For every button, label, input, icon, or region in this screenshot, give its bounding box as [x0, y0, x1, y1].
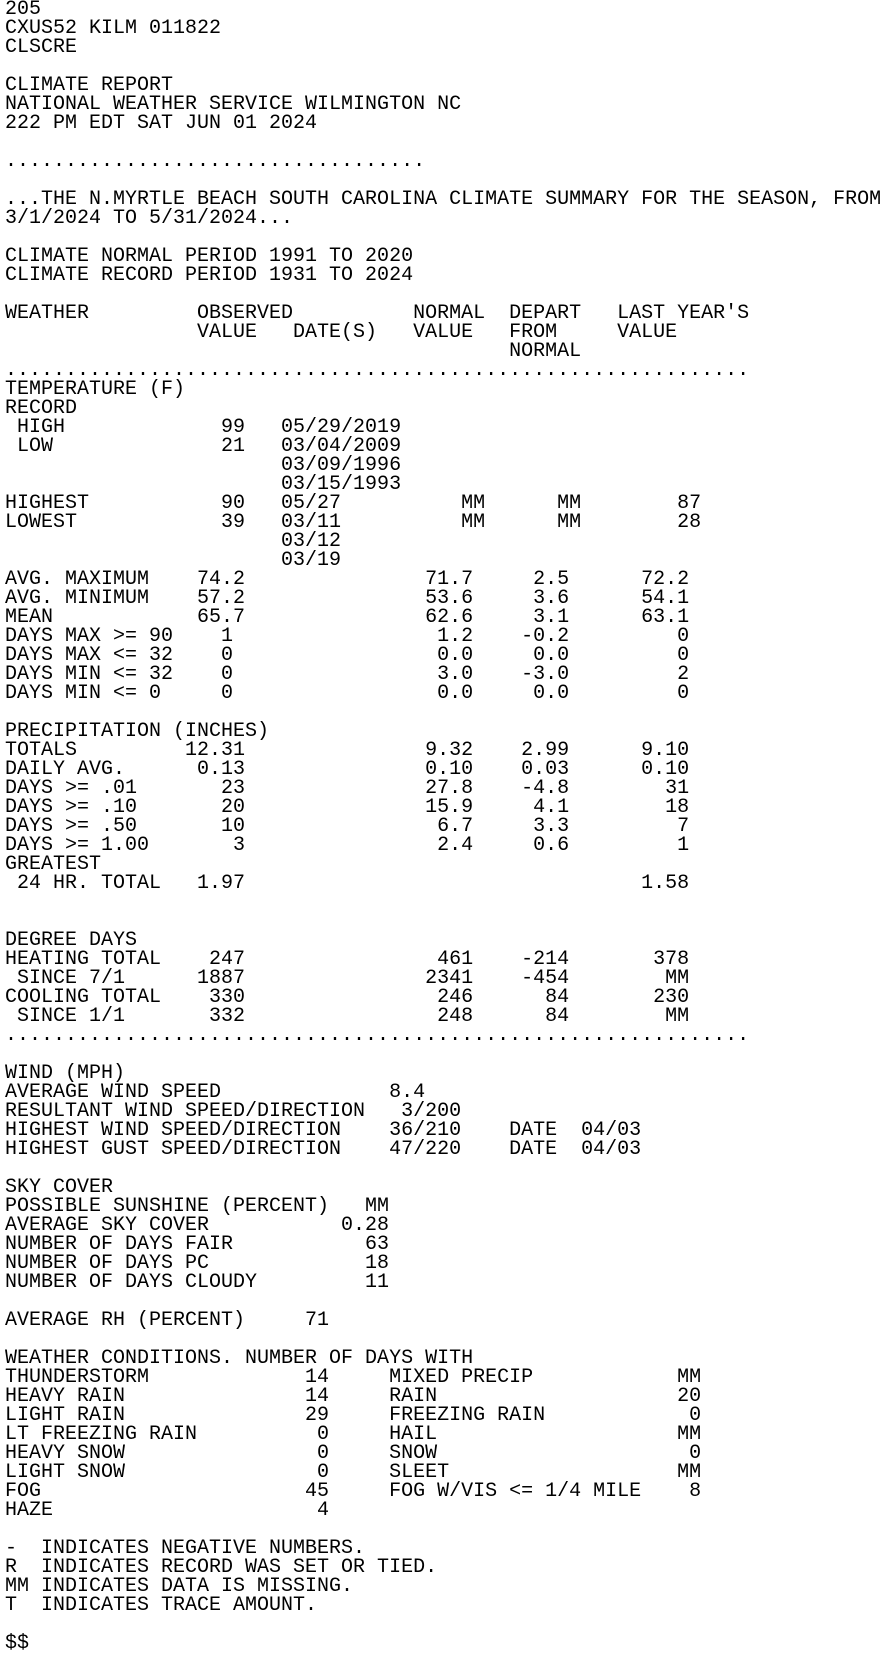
report-line: $$: [5, 1632, 30, 1655]
report-line: FOG 45 FOG W/VIS <= 1/4 MILE 8: [5, 1480, 702, 1503]
report-line: AVERAGE WIND SPEED 8.4: [5, 1081, 426, 1104]
report-line: DAYS >= .01 23 27.8 -4.8 31: [5, 777, 690, 800]
report-line: DAYS >= .50 10 6.7 3.3 7: [5, 815, 690, 838]
report-line: HIGHEST GUST SPEED/DIRECTION 47/220 DATE 04/03: [5, 1138, 642, 1161]
report-line: ...................................: [5, 150, 426, 173]
report-line: HIGHEST 90 05/27 MM MM 87: [5, 492, 702, 515]
report-line: 205: [5, 0, 42, 21]
report-line: ..............................................................: [5, 359, 750, 382]
report-line: PRECIPITATION (INCHES): [5, 720, 270, 743]
report-line: HEAVY RAIN 14 RAIN 20: [5, 1385, 702, 1408]
report-line: DAYS MIN <= 0 0 0.0 0.0 0: [5, 682, 690, 705]
report-line: AVERAGE RH (PERCENT) 71: [5, 1309, 330, 1332]
report-line: GREATEST: [5, 853, 102, 876]
report-line: HEAVY SNOW 0 SNOW 0: [5, 1442, 702, 1465]
report-line: NUMBER OF DAYS FAIR 63: [5, 1233, 390, 1256]
report-line: HIGH 99 05/29/2019: [5, 416, 402, 439]
report-line: 24 HR. TOTAL 1.97 1.58: [5, 872, 690, 895]
report-line: LIGHT RAIN 29 FREEZING RAIN 0: [5, 1404, 702, 1427]
report-line: CLIMATE REPORT: [5, 74, 174, 97]
report-line: 03/12: [5, 530, 342, 553]
report-line: AVG. MAXIMUM 74.2 71.7 2.5 72.2: [5, 568, 690, 591]
report-line: [5, 1045, 885, 1064]
report-line: WIND (MPH): [5, 1062, 126, 1085]
report-line: 222 PM EDT SAT JUN 01 2024: [5, 112, 318, 135]
report-line: VALUE DATE(S) VALUE FROM VALUE: [5, 321, 678, 344]
report-line: SKY COVER: [5, 1176, 114, 1199]
report-line: SINCE 1/1 332 248 84 MM: [5, 1005, 690, 1028]
report-line: DAYS >= 1.00 3 2.4 0.6 1: [5, 834, 690, 857]
report-line: - INDICATES NEGATIVE NUMBERS.: [5, 1537, 366, 1560]
report-line: CLSCRE: [5, 36, 78, 59]
report-line: 03/19: [5, 549, 342, 572]
report-line: HEATING TOTAL 247 461 -214 378: [5, 948, 690, 971]
report-line: LOWEST 39 03/11 MM MM 28: [5, 511, 702, 534]
report-line: [5, 893, 885, 912]
report-line: DAYS MAX >= 90 1 1.2 -0.2 0: [5, 625, 690, 648]
report-line: TOTALS 12.31 9.32 2.99 9.10: [5, 739, 690, 762]
report-line: SINCE 7/1 1887 2341 -454 MM: [5, 967, 690, 990]
report-line: RESULTANT WIND SPEED/DIRECTION 3/200: [5, 1100, 462, 1123]
report-line: RECORD: [5, 397, 78, 420]
report-line: DAYS MAX <= 32 0 0.0 0.0 0: [5, 644, 690, 667]
report-line: [5, 1615, 885, 1634]
report-line: 3/1/2024 TO 5/31/2024...: [5, 207, 294, 230]
report-line: [5, 912, 885, 931]
report-line: DAYS MIN <= 32 0 3.0 -3.0 2: [5, 663, 690, 686]
report-line: DAYS >= .10 20 15.9 4.1 18: [5, 796, 690, 819]
report-line: LIGHT SNOW 0 SLEET MM: [5, 1461, 702, 1484]
report-line: 03/09/1996: [5, 454, 402, 477]
report-line: NUMBER OF DAYS CLOUDY 11: [5, 1271, 390, 1294]
report-line: DAILY AVG. 0.13 0.10 0.03 0.10: [5, 758, 690, 781]
report-line: MM INDICATES DATA IS MISSING.: [5, 1575, 354, 1598]
report-line: POSSIBLE SUNSHINE (PERCENT) MM: [5, 1195, 390, 1218]
report-line: WEATHER OBSERVED NORMAL DEPART LAST YEAR'S: [5, 302, 750, 325]
report-line: LT FREEZING RAIN 0 HAIL MM: [5, 1423, 702, 1446]
report-line: THUNDERSTORM 14 MIXED PRECIP MM: [5, 1366, 702, 1389]
report-line: 03/15/1993: [5, 473, 402, 496]
report-line: CLIMATE NORMAL PERIOD 1991 TO 2020: [5, 245, 414, 268]
report-line: NORMAL: [5, 340, 582, 363]
report-line: LOW 21 03/04/2009: [5, 435, 402, 458]
report-line: CLIMATE RECORD PERIOD 1931 TO 2024: [5, 264, 414, 287]
report-line: COOLING TOTAL 330 246 84 230: [5, 986, 690, 1009]
report-line: NUMBER OF DAYS PC 18: [5, 1252, 390, 1275]
report-line: NATIONAL WEATHER SERVICE WILMINGTON NC: [5, 93, 462, 116]
report-line: DEGREE DAYS: [5, 929, 138, 952]
report-line: MEAN 65.7 62.6 3.1 63.1: [5, 606, 690, 629]
report-line: CXUS52 KILM 011822: [5, 17, 222, 40]
report-line: T INDICATES TRACE AMOUNT.: [5, 1594, 318, 1617]
report-line: TEMPERATURE (F): [5, 378, 186, 401]
report-line: ...THE N.MYRTLE BEACH SOUTH CAROLINA CLIMATE SUMMARY FOR THE SEASON, FROM: [5, 188, 882, 211]
report-line: WEATHER CONDITIONS. NUMBER OF DAYS WITH: [5, 1347, 474, 1370]
report-line: [5, 1159, 885, 1178]
report-line: AVERAGE SKY COVER 0.28: [5, 1214, 390, 1237]
report-line: AVG. MINIMUM 57.2 53.6 3.6 54.1: [5, 587, 690, 610]
report-line: HIGHEST WIND SPEED/DIRECTION 36/210 DATE 04/03: [5, 1119, 642, 1142]
report-line: HAZE 4: [5, 1499, 330, 1522]
report-line: R INDICATES RECORD WAS SET OR TIED.: [5, 1556, 438, 1579]
report-line: ..............................................................: [5, 1024, 750, 1047]
